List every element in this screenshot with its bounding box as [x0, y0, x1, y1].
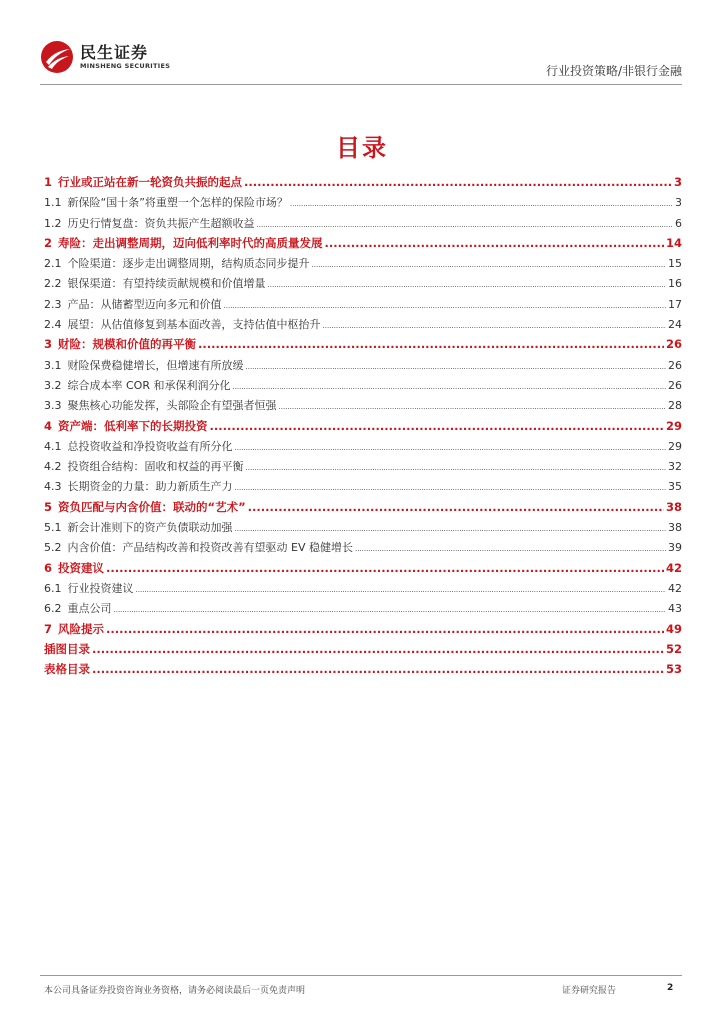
toc-entry-page: 17: [668, 297, 682, 311]
toc-entry[interactable]: [44, 478, 682, 498]
toc-dot-leader: [290, 196, 673, 209]
toc-entry-title: 投资组合结构：固收和权益的再平衡: [67, 460, 244, 474]
toc-entry-title: 财险保费稳健增长，但增速有所放缓: [67, 358, 244, 372]
toc-entry-page: 38: [665, 499, 682, 514]
toc-dot-leader: [257, 217, 674, 230]
toc-entry[interactable]: [44, 560, 682, 580]
toc-entry-title: 个险渠道：逐步走出调整周期，结构质态同步提升: [67, 257, 310, 271]
toc-entry[interactable]: [44, 357, 682, 377]
toc-entry[interactable]: [44, 458, 682, 478]
minsheng-logo-icon: [40, 40, 74, 74]
toc-entry[interactable]: [44, 316, 682, 336]
toc-entry-page: 42: [665, 560, 682, 575]
toc-entry[interactable]: [44, 438, 682, 458]
toc-entry-title: 行业投资建议: [67, 581, 134, 595]
toc-entry-title: 产品：从储蓄型迈向多元和价值: [67, 297, 222, 311]
footer-doc-type: 证券研究报告: [562, 986, 617, 996]
toc-entry-page: 16: [668, 277, 682, 291]
toc-entry-page: 29: [668, 439, 682, 453]
toc-entry-page: 52: [665, 641, 682, 656]
toc-entry-page: 49: [665, 621, 682, 636]
toc-entry-number: 3: [44, 337, 53, 352]
toc-entry-title: 展望：从估值修复到基本面改善，支持估值中枢抬升: [67, 318, 321, 332]
logo-chinese-name: 民生证券: [80, 42, 149, 62]
toc-entry-number: 3.2: [44, 378, 62, 392]
toc-entry-page: 6: [675, 216, 682, 230]
toc-entry-number: 5.2: [44, 541, 62, 555]
toc-entry-number: 4.1: [44, 439, 62, 453]
toc-entry-number: 5: [44, 499, 53, 514]
toc-dot-leader: [325, 236, 664, 250]
toc-entry-title: 资负匹配与内含价值：联动的“艺术”: [58, 499, 246, 514]
toc-entry-number: 6.1: [44, 581, 62, 595]
toc-title: 目录: [336, 134, 388, 162]
toc-dot-leader: [268, 277, 667, 290]
toc-dot-leader: [323, 318, 667, 331]
toc-entry-page: 14: [665, 235, 682, 250]
toc-entry-title: 风险提示: [58, 621, 105, 636]
toc-dot-leader: [136, 582, 667, 595]
toc-entry-title: 投资建议: [58, 560, 105, 575]
toc-entry[interactable]: [44, 255, 682, 275]
toc-entry-page: 3: [673, 175, 682, 189]
toc-entry-title: 总投资收益和净投资收益有所分化: [67, 439, 233, 453]
toc-entry[interactable]: [44, 519, 682, 539]
toc-dot-leader: [355, 541, 666, 554]
toc-entry-number: 1.1: [44, 196, 62, 210]
toc-entry-page: 32: [668, 460, 682, 474]
toc-entry-page: 28: [668, 399, 682, 413]
toc-entry-number: 4: [44, 418, 53, 433]
toc-entry-title: 综合成本率 COR 和承保利润分化: [67, 378, 231, 392]
toc-entry-number: 4.2: [44, 460, 62, 474]
toc-entry-number: 6.2: [44, 602, 62, 616]
toc-entry-number: 3.1: [44, 358, 62, 372]
toc-entry-number: 5.1: [44, 521, 62, 535]
toc-entry[interactable]: [44, 275, 682, 295]
toc-entry-page: 42: [668, 581, 682, 595]
toc-entry-page: 26: [668, 358, 682, 372]
toc-entry-page: 39: [668, 541, 682, 555]
page-header: [40, 40, 682, 84]
toc-entry-page: 26: [668, 378, 682, 392]
toc-dot-leader: [248, 500, 664, 514]
toc-entry[interactable]: [44, 235, 682, 255]
toc-entry[interactable]: [44, 499, 682, 519]
toc-entry[interactable]: [44, 336, 682, 356]
page-number: 2: [667, 983, 674, 993]
toc-dot-leader: [210, 419, 664, 433]
toc-dot-leader: [232, 379, 666, 392]
toc-dot-leader: [235, 480, 667, 493]
toc-dot-leader: [279, 399, 667, 412]
toc-dot-leader: [92, 662, 664, 676]
toc-entry-number: 2.4: [44, 318, 62, 332]
toc-entry-title: 寿险：走出调整周期，迈向低利率时代的高质量发展: [58, 235, 323, 250]
toc-entry[interactable]: [44, 580, 682, 600]
toc-entry[interactable]: [44, 377, 682, 397]
toc-entry[interactable]: [44, 194, 682, 214]
toc-entry-page: 43: [668, 602, 682, 616]
toc-entry-page: 53: [665, 662, 682, 677]
toc-entry[interactable]: [44, 215, 682, 235]
toc-entry-title: 财险：规模和价值的再平衡: [58, 337, 197, 352]
table-of-contents: [44, 174, 682, 681]
toc-entry-title: 内含价值：产品结构改善和投资改善有望驱动 EV 稳健增长: [67, 541, 353, 555]
toc-entry-number: 2.3: [44, 297, 62, 311]
toc-entry-number: 2: [44, 235, 53, 250]
company-logo: [40, 40, 170, 74]
logo-english-name: MINSHENG SECURITIES: [80, 61, 171, 70]
toc-dot-leader: [106, 622, 664, 636]
footer-divider: [40, 975, 682, 976]
toc-entry-title: 长期资金的力量：助力新质生产力: [67, 480, 233, 494]
toc-entry-title: 历史行情复盘：资负共振产生超额收益: [67, 216, 255, 230]
toc-entry[interactable]: [44, 174, 682, 194]
toc-dot-leader: [92, 642, 664, 656]
toc-entry-number: 2.1: [44, 257, 62, 271]
toc-entry[interactable]: [44, 641, 682, 661]
toc-entry-page: 3: [675, 196, 682, 210]
toc-entry[interactable]: [44, 600, 682, 620]
toc-entry-title: 资产端：低利率下的长期投资: [58, 418, 208, 433]
header-divider: [40, 84, 682, 85]
toc-entry-number: 1: [44, 175, 53, 189]
toc-entry-title: 重点公司: [67, 602, 112, 616]
toc-entry[interactable]: [44, 621, 682, 641]
toc-entry-title: 新保险“国十条”将重塑一个怎样的保险市场？: [67, 196, 288, 210]
footer-disclaimer: 本公司具备证券投资咨询业务资格，请务必阅读最后一页免责声明: [44, 986, 306, 996]
toc-entry[interactable]: [44, 661, 682, 681]
toc-dot-leader: [312, 257, 667, 270]
toc-entry-page: 26: [665, 337, 682, 352]
toc-dot-leader: [246, 359, 667, 372]
toc-dot-leader: [106, 561, 664, 575]
toc-dot-leader: [198, 337, 664, 351]
toc-entry-number: 7: [44, 621, 53, 636]
toc-entry-number: 2.2: [44, 277, 62, 291]
toc-entry-number: 3.3: [44, 399, 62, 413]
toc-dot-leader: [224, 298, 667, 311]
report-category: 行业投资策略/非银行金融: [545, 64, 682, 78]
toc-entry-title: 插图目录: [44, 641, 90, 656]
toc-dot-leader: [235, 440, 667, 453]
toc-entry-title: 表格目录: [44, 662, 90, 677]
toc-entry[interactable]: [44, 296, 682, 316]
toc-dot-leader: [235, 521, 667, 534]
toc-entry[interactable]: [44, 418, 682, 438]
toc-dot-leader: [114, 602, 667, 615]
toc-entry-page: 38: [668, 521, 682, 535]
toc-entry-number: 4.3: [44, 480, 62, 494]
toc-entry[interactable]: [44, 539, 682, 559]
toc-entry-page: 15: [668, 257, 682, 271]
toc-entry-number: 1.2: [44, 216, 62, 230]
toc-entry-page: 35: [668, 480, 682, 494]
toc-dot-leader: [246, 460, 667, 473]
toc-entry-number: 6: [44, 560, 53, 575]
toc-entry-title: 行业或正站在新一轮资负共振的起点: [58, 175, 243, 189]
toc-entry-page: 24: [668, 318, 682, 332]
toc-entry-title: 新会计准则下的资产负债联动加强: [67, 521, 233, 535]
toc-entry-page: 29: [665, 418, 682, 433]
toc-entry[interactable]: [44, 397, 682, 417]
toc-entry-title: 银保渠道：有望持续贡献规模和价值增量: [67, 277, 266, 291]
toc-dot-leader: [244, 175, 672, 189]
toc-entry-title: 聚焦核心功能发挥，头部险企有望强者恒强: [67, 399, 277, 413]
